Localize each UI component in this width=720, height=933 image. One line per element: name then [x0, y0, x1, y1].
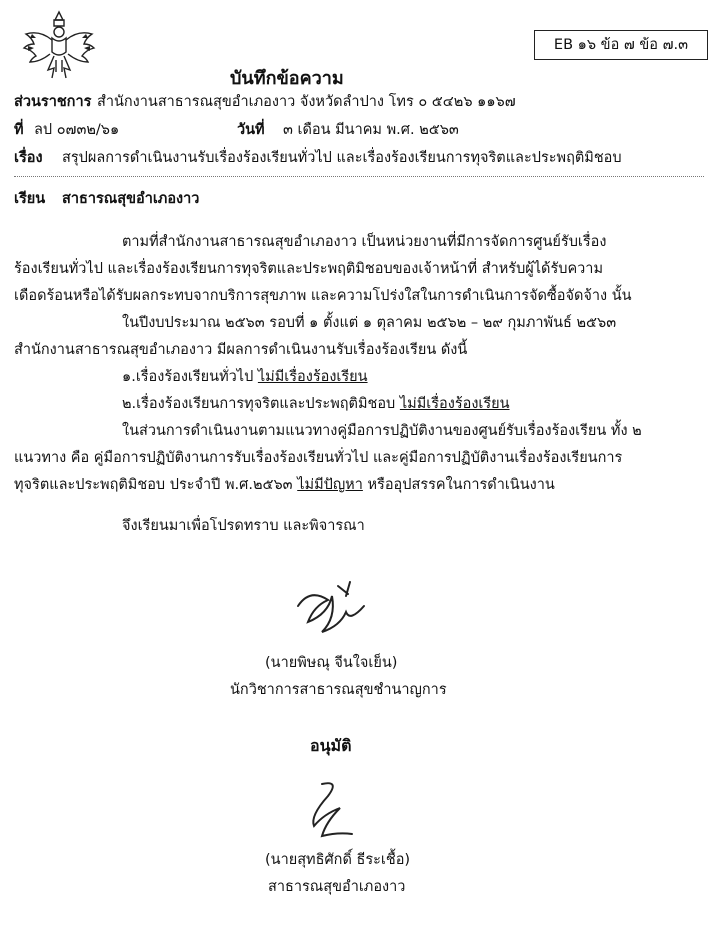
list-item-corruption-complaints: [122, 394, 510, 414]
list-item-label: ๑.เรื่องร้องเรียนทั่วไป: [122, 369, 254, 385]
subject-label: เรื่อง: [14, 150, 43, 166]
agency-value: สำนักงานสาธารณสุขอำเภองาว จังหวัดลำปาง โทร ๐ ๕๔๒๖ ๑๑๖๗: [97, 94, 516, 110]
signer-2-name: (นายสุทธิศักดิ์ ธีระเชื้อ): [265, 852, 411, 868]
signer-2-position: สาธารณสุขอำเภองาว: [268, 879, 406, 895]
agency-label: ส่วนราชการ: [14, 94, 92, 110]
body-line: ในปีงบประมาณ ๒๕๖๓ รอบที่ ๑ ตั้งแต่ ๑ ตุลาคม ๒๕๖๒ – ๒๙ กุมภาพันธ์ ๒๕๖๓: [122, 315, 617, 331]
date-value: ๓ เดือน มีนาคม พ.ศ. ๒๕๖๓: [283, 122, 459, 138]
body-line: ร้องเรียนทั่วไป และเรื่องร้องเรียนการทุจริตและประพฤติมิชอบของเจ้าหน้าที่ สำหรับผู้ได้รับความ: [14, 261, 604, 277]
list-item-status: ไม่มีเรื่องร้องเรียน: [399, 396, 510, 412]
closing-line: จึงเรียนมาเพื่อโปรดทราบ และพิจารณา: [122, 518, 365, 534]
reference-value: ลป ๐๗๓๒/๖๑: [34, 122, 120, 138]
signer-1-position: นักวิชาการสาธารณสุขชำนาญการ: [230, 682, 447, 698]
body-line: ทุจริตและประพฤติมิชอบ ประจำปี พ.ศ.๒๕๖๓ ไม่มีปัญหา หรืออุปสรรคในการดำเนินงาน: [14, 477, 555, 493]
approval-heading: อนุมัติ: [310, 736, 352, 755]
list-item-general-complaints: [122, 367, 368, 387]
header-divider: [14, 176, 704, 177]
no-problem-text: ไม่มีปัญหา: [297, 477, 363, 493]
reference-label: ที่: [14, 122, 24, 138]
body-line: ตามที่สำนักงานสาธารณสุขอำเภองาว เป็นหน่วยงานที่มีการจัดการศูนย์รับเรื่อง: [122, 234, 607, 250]
garuda-emblem-icon: [18, 6, 100, 86]
signer-1-name: (นายพิษณุ จีนใจเย็น): [265, 655, 398, 671]
subject-value: สรุปผลการดำเนินงานรับเรื่องร้องเรียนทั่วไป และเรื่องร้องเรียนการทุจริตและประพฤติมิชอบ: [62, 150, 622, 166]
body-line: ในส่วนการดำเนินงานตามแนวทางคู่มือการปฏิบัติงานของศูนย์รับเรื่องร้องเรียน ทั้ง ๒: [122, 423, 642, 439]
signature-1-icon: [290, 576, 380, 646]
body-line: แนวทาง คือ คู่มือการปฏิบัติงานการรับเรื่องร้องเรียนทั่วไป และคู่มือการปฏิบัติงานเรื่องร้องเรียนการ: [14, 450, 623, 466]
body-line: เดือดร้อนหรือได้รับผลกระทบจากบริการสุขภาพ และความโปร่งใสในการดำเนินการจัดซื้อจัดจ้าง นั้น: [14, 288, 632, 304]
reference-code-box: EB ๑๖ ข้อ ๗ ข้อ ๗.๓: [534, 30, 708, 60]
date-label: วันที่: [237, 122, 265, 138]
addressee-value: สาธารณสุขอำเภองาว: [62, 191, 200, 207]
memo-title: บันทึกข้อความ: [230, 68, 344, 89]
list-item-status: ไม่มีเรื่องร้องเรียน: [257, 369, 368, 385]
list-item-label: ๒.เรื่องร้องเรียนการทุจริตและประพฤติมิชอบ: [122, 396, 396, 412]
signature-2-icon: [300, 776, 360, 846]
addressee-label: เรียน: [14, 191, 46, 207]
body-line: สำนักงานสาธารณสุขอำเภองาว มีผลการดำเนินงานรับเรื่องร้องเรียน ดังนี้: [14, 342, 468, 358]
